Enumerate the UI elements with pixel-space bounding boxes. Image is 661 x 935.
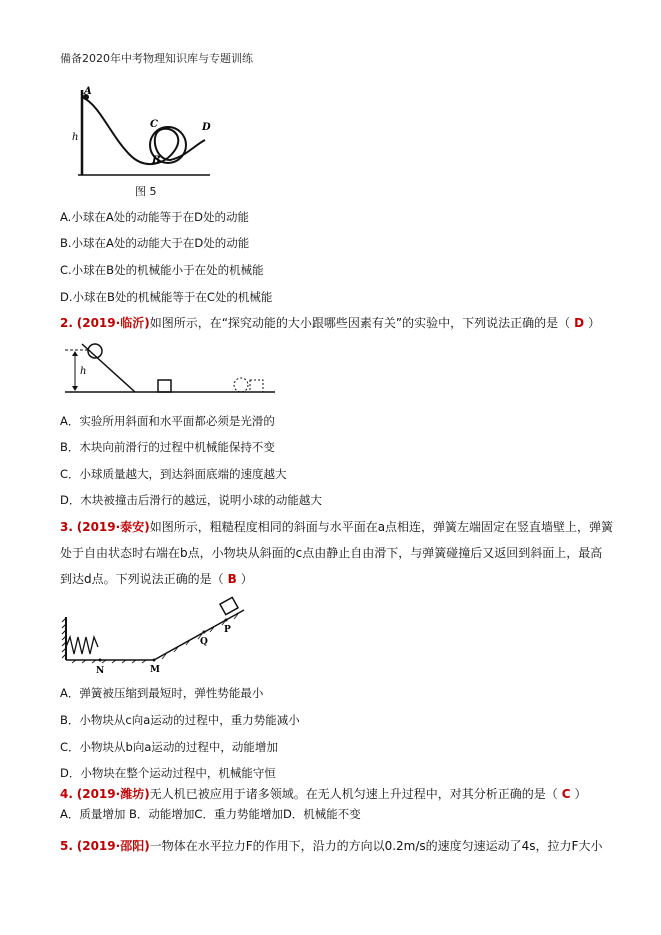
fig5-label-C: C	[150, 119, 158, 130]
q3-option-b: B．小物块从c向a运动的过程中，重力势能减小	[60, 713, 300, 727]
q5-text: 一物体在水平拉力F的作用下，沿力的方向以0.2m/s的速度匀速运动了4s，拉力F大小	[149, 839, 603, 853]
q3-label-Q: Q	[200, 637, 208, 647]
q2-figure	[60, 338, 280, 400]
q2-option-d: D．木块被撞击后滑行的越远，说明小球的动能越大	[60, 493, 322, 507]
fig5-track	[82, 97, 205, 164]
q3-figure	[62, 592, 247, 674]
q4-stem	[60, 786, 587, 802]
q5-stem	[60, 838, 602, 854]
q1-option-d: D.小球在B处的机械能等于在C处的机械能	[60, 290, 273, 304]
q1-option-b: B.小球在A处的动能大于在D处的动能	[60, 236, 250, 250]
q4-source: (2019·潍坊)	[76, 787, 150, 801]
q3-label-N: N	[96, 666, 105, 676]
q3-stem-line3	[60, 571, 253, 587]
q2-arrow-bottom	[72, 386, 78, 391]
page-header: 備备2020年中考物理知识库与专题训练	[60, 52, 253, 65]
q3-point-P	[225, 619, 228, 622]
q3-incline	[154, 610, 244, 660]
q4-text: 无人机已被应用于诸多领域。在无人机匀速上升过程中，对其分析正确的是（	[149, 787, 558, 801]
q2-answer: D	[574, 316, 585, 330]
q4-answer: C	[561, 787, 571, 801]
q3-source: (2019·泰安)	[76, 520, 150, 534]
q5-source: (2019·邵阳)	[76, 839, 150, 853]
q2-text: 如图所示，在“探究动能的大小跟哪些因素有关”的实验中，下列说法正确的是（	[149, 316, 571, 330]
q2-block	[158, 380, 171, 392]
q3-stem-line2: 处于自由状态时右端在b点，小物块从斜面的c点由静止自由滑下，与弹簧碰撞后又返回到斜面上，最高	[60, 546, 603, 560]
q3-option-d: D．小物块在整个运动过程中，机械能守恒	[60, 766, 276, 780]
q3-label-M: M	[150, 665, 160, 675]
q1-option-c: C.小球在B处的机械能小于在处的机械能	[60, 263, 264, 277]
q2-ball-moved	[234, 378, 248, 392]
figure-5	[70, 85, 220, 190]
q4-number: 4.	[60, 787, 73, 801]
q4-close: ）	[574, 787, 587, 801]
fig5-label-A: A	[84, 86, 92, 97]
q3-answer: B	[227, 572, 237, 586]
q3-text-1: 如图所示，粗糙程度相同的斜面与水平面在a点相连，弹簧左端固定在竖直墙壁上，弹簧	[149, 520, 614, 534]
q2-arrow-top	[72, 351, 78, 356]
q3-spring	[66, 637, 98, 654]
q3-text-3: 到达d点。下列说法正确的是（	[60, 572, 224, 586]
q2-block-moved	[250, 380, 263, 392]
fig5-caption: 图 5	[135, 185, 157, 198]
q3-option-c: C．小物块从b向a运动的过程中，动能增加	[60, 740, 278, 754]
q2-option-b: B．木块向前滑行的过程中机械能保持不变	[60, 440, 275, 454]
q1-option-a: A.小球在A处的动能等于在D处的动能	[60, 210, 250, 224]
fig5-label-D: D	[202, 122, 211, 133]
q3-label-P: P	[224, 625, 231, 635]
q3-block	[220, 597, 238, 614]
q2-option-c: C．小球质量越大，到达斜面底端的速度越大	[60, 467, 287, 481]
q2-close: ）	[588, 316, 601, 330]
q3-ground-hatch	[72, 614, 238, 663]
q2-source: (2019·临沂)	[76, 316, 150, 330]
q5-number: 5.	[60, 839, 73, 853]
q4-options: A．质量增加 B．动能增加C．重力势能增加D．机械能不变	[60, 807, 361, 821]
fig5-label-B: B	[152, 155, 161, 166]
q3-option-a: A．弹簧被压缩到最短时，弹性势能最小	[60, 686, 264, 700]
q3-point-N	[99, 659, 102, 662]
q3-point-M	[153, 659, 156, 662]
q2-stem	[60, 315, 600, 331]
q2-label-h: h	[80, 366, 87, 377]
fig5-label-h: h	[72, 132, 79, 143]
q3-stem-line1	[60, 519, 613, 535]
q3-number: 3.	[60, 520, 73, 534]
q3-close: ）	[240, 572, 253, 586]
q2-number: 2.	[60, 316, 73, 330]
q2-option-a: A．实验所用斜面和水平面都必须是光滑的	[60, 414, 275, 428]
q3-point-Q	[203, 631, 206, 634]
q2-ramp	[82, 344, 135, 392]
